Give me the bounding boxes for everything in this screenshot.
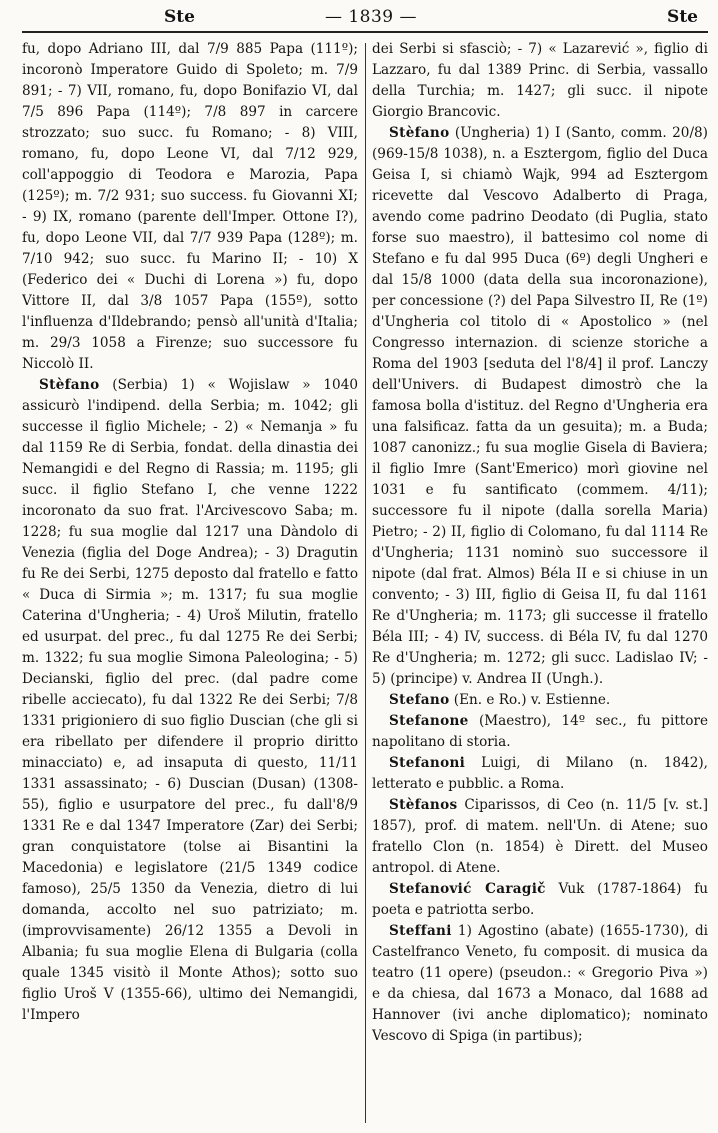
right-column: [372, 39, 708, 1124]
entry: [372, 795, 708, 879]
entry-text: Luigi, di Milano (n. 1842), letterato e pubblic. a Roma.: [372, 755, 708, 792]
entry: [22, 39, 358, 375]
entry: [372, 921, 708, 1047]
entry-text: 1) Agostino (abate) (1655-1730), di Castelfranco Veneto, fu composit. di musica da teatro (11 opere) (pseudon.: « Gregorio Piva ») e da chiesa, dal 1673 a Monaco, dal 1688 ad Hannover (ivi anche diplomatico); nominato Vescovo di Spiga (in partibus);: [372, 923, 708, 1044]
entry: [372, 39, 708, 123]
entry-text: Vuk (1787-1864) fu poeta e patriotta serbo.: [372, 881, 708, 918]
column-divider: [365, 43, 366, 1123]
entry-text: (Maestro), 14º sec., fu pittore napolitano di storia.: [372, 713, 708, 750]
entry-headword: Stèfano: [389, 125, 450, 141]
entry: [372, 711, 708, 753]
entry-headword: Steffani: [389, 923, 452, 939]
entry-headword: Stèfano: [39, 377, 100, 393]
header-right-guide-word: Ste: [667, 6, 698, 27]
entry: [372, 690, 708, 711]
entry-headword: Stèfanos: [389, 797, 458, 813]
page-header: [22, 0, 708, 33]
entry: [372, 879, 708, 921]
entry-text: dei Serbi si sfasciò; - 7) « Lazarević », figlio di Lazzaro, fu dal 1389 Princ. di Serbia, vassallo della Turchia; m. 1427; gli succ. il nipote Giorgio Brancovic.: [372, 41, 708, 120]
entry: [22, 375, 358, 1026]
page-number: — 1839 —: [324, 6, 418, 27]
header-left-guide-word: Ste: [164, 6, 195, 27]
text-columns: [22, 39, 708, 1124]
entry-text: fu, dopo Adriano III, dal 7/9 885 Papa (111º); incoronò Imperatore Guido di Spoleto; m. 7/9 891; - 7) VII, romano, fu, dopo Bonifazio VI, dal 7/5 896 Papa (114º); 7/8 897 in carcere strozzato; suo succ. fu Romano; - 8) VIII, romano, fu, dopo Leone VI, dal 7/12 929, coll'appoggio di Teodora e Marozia, Papa (125º); m. 7/2 931; suo success. fu Giovanni XI; - 9) IX, romano (parente dell'Imper. Ottone I?), fu, dopo Leone VII, dal 7/7 939 Papa (128º); m. 7/10 942; suo succ. fu Marino II; - 10) X (Federico dei « Duchi di Lorena ») fu, dopo Vittore II, dal 3/8 1057 Papa (155º), sotto l'influenza d'Ildebrando; pensò all'unità d'Italia; m. 29/3 1058 a Firenze; suo successore fu Niccolò II.: [22, 41, 358, 372]
entry-text: (Serbia) 1) « Wojislaw » 1040 assicurò l'indipend. della Serbia; m. 1042; gli successe il figlio Michele; - 2) « Nemanja » fu dal 1159 Re di Serbia, fondat. della dinastia dei Nemangidi e del Regno di Rassia; m. 1195; gli succ. il figlio Stefano I, che venne 1222 incoronato da suo frat. l'Arcivescovo Saba; m. 1228; fu sua moglie dal 1217 una Dàndolo di Venezia (figlia del Doge Andrea); - 3) Dragutin fu Re dei Serbi, 1275 deposto dal fratello e fatto « Duca di Sirmia »; m. 1317; fu sua moglie Caterina d'Ungheria; - 4) Uroš Milutin, fratello ed usurpat. del prec., fu dal 1275 Re dei Serbi; m. 1322; fu sua moglie Simona Paleologina; - 5) Decianski, figlio del prec. (dal padre come ribelle acciecato), fu dal 1322 Re dei Serbi; 7/8 1331 prigioniero di suo figlio Duscian (che gli si era ribellato per difendere il proprio diritto minacciato) e, ad insaputa di questo, 11/11 1331 assassinato; - 6) Duscian (Dusan) (1308-55), figlio e usurpatore del prec., fu dall'8/9 1331 Re e dal 1347 Imperatore (Zar) dei Serbi; gran conquistatore (tolse ai Bisantini la Macedonia) e legislatore (21/5 1349 codice famoso), 25/5 1350 da Venezia, dietro di lui domanda, accolto nel suo patriziato; m. (improvvisamente) 26/12 1355 a Devoli in Albania; fu sua moglie Elena di Bulgaria (colla quale 1345 visitò il Monte Athos); sotto suo figlio Uroš V (1355-66), ultimo dei Nemangidi, l'Impero: [22, 377, 358, 1023]
entry-headword: Stefanović Caragič: [389, 881, 546, 897]
entry-text: (En. e Ro.) v. Estienne.: [449, 692, 611, 708]
entry-headword: Stefano: [389, 692, 450, 708]
left-column: [22, 39, 358, 1124]
entry: [372, 123, 708, 690]
entry-text: Ciparissos, di Ceo (n. 11/5 [v. st.] 1857), prof. di matem. nell'Un. di Atene; suo fratello Clon (n. 1854) è Dirett. del Museo antropol. di Atene.: [372, 797, 708, 876]
entry-text: (Ungheria) 1) I (Santo, comm. 20/8) (969-15/8 1038), n. a Esztergom, figlio del Duca Geisa I, si chiamò Wajk, 994 ad Esztergom ricevette dal Vescovo Adalberto di Praga, avendo come padrino Deodato (di Puglia, stato forse suo maestro), il battesimo col nome di Stefano e fu dal 995 Duca (6º) degli Ungheri e dal 15/8 1000 (data della sua incoronazione), per concessione (?) del Papa Silvestro II, Re (1º) d'Ungheria col titolo di « Apostolico » (nel Congresso internazion. di scienze storiche a Roma del 1903 [seduta del l'8/4] il prof. Lanczy dell'Univers. di Budapest dimostrò che la famosa bolla d'istituz. del Regno d'Ungheria era una falsificaz. fatta da un gesuita); m. a Buda; 1087 canonizz.; fu sua moglie Gisela di Baviera; il figlio Imre (Sant'Emerico) morì giovine nel 1031 e fu santificato (commem. 4/11); successore fu il nipote (dalla sorella Maria) Pietro; - 2) II, figlio di Colomano, fu dal 1114 Re d'Ungheria; 1131 nominò suo successore il nipote (dal frat. Almos) Béla II e si chiuse in un convento; - 3) III, figlio di Geisa II, fu dal 1161 Re d'Ungheria; m. 1173; gli successe il fratello Béla III; - 4) IV, success. di Béla IV, fu dal 1270 Re d'Ungheria; m. 1272; gli succ. Ladislao IV; - 5) (principe) v. Andrea II (Ungh.).: [372, 125, 708, 687]
entry-headword: Stefanoni: [389, 755, 466, 771]
entry-headword: Stefanone: [389, 713, 469, 729]
entry: [372, 753, 708, 795]
